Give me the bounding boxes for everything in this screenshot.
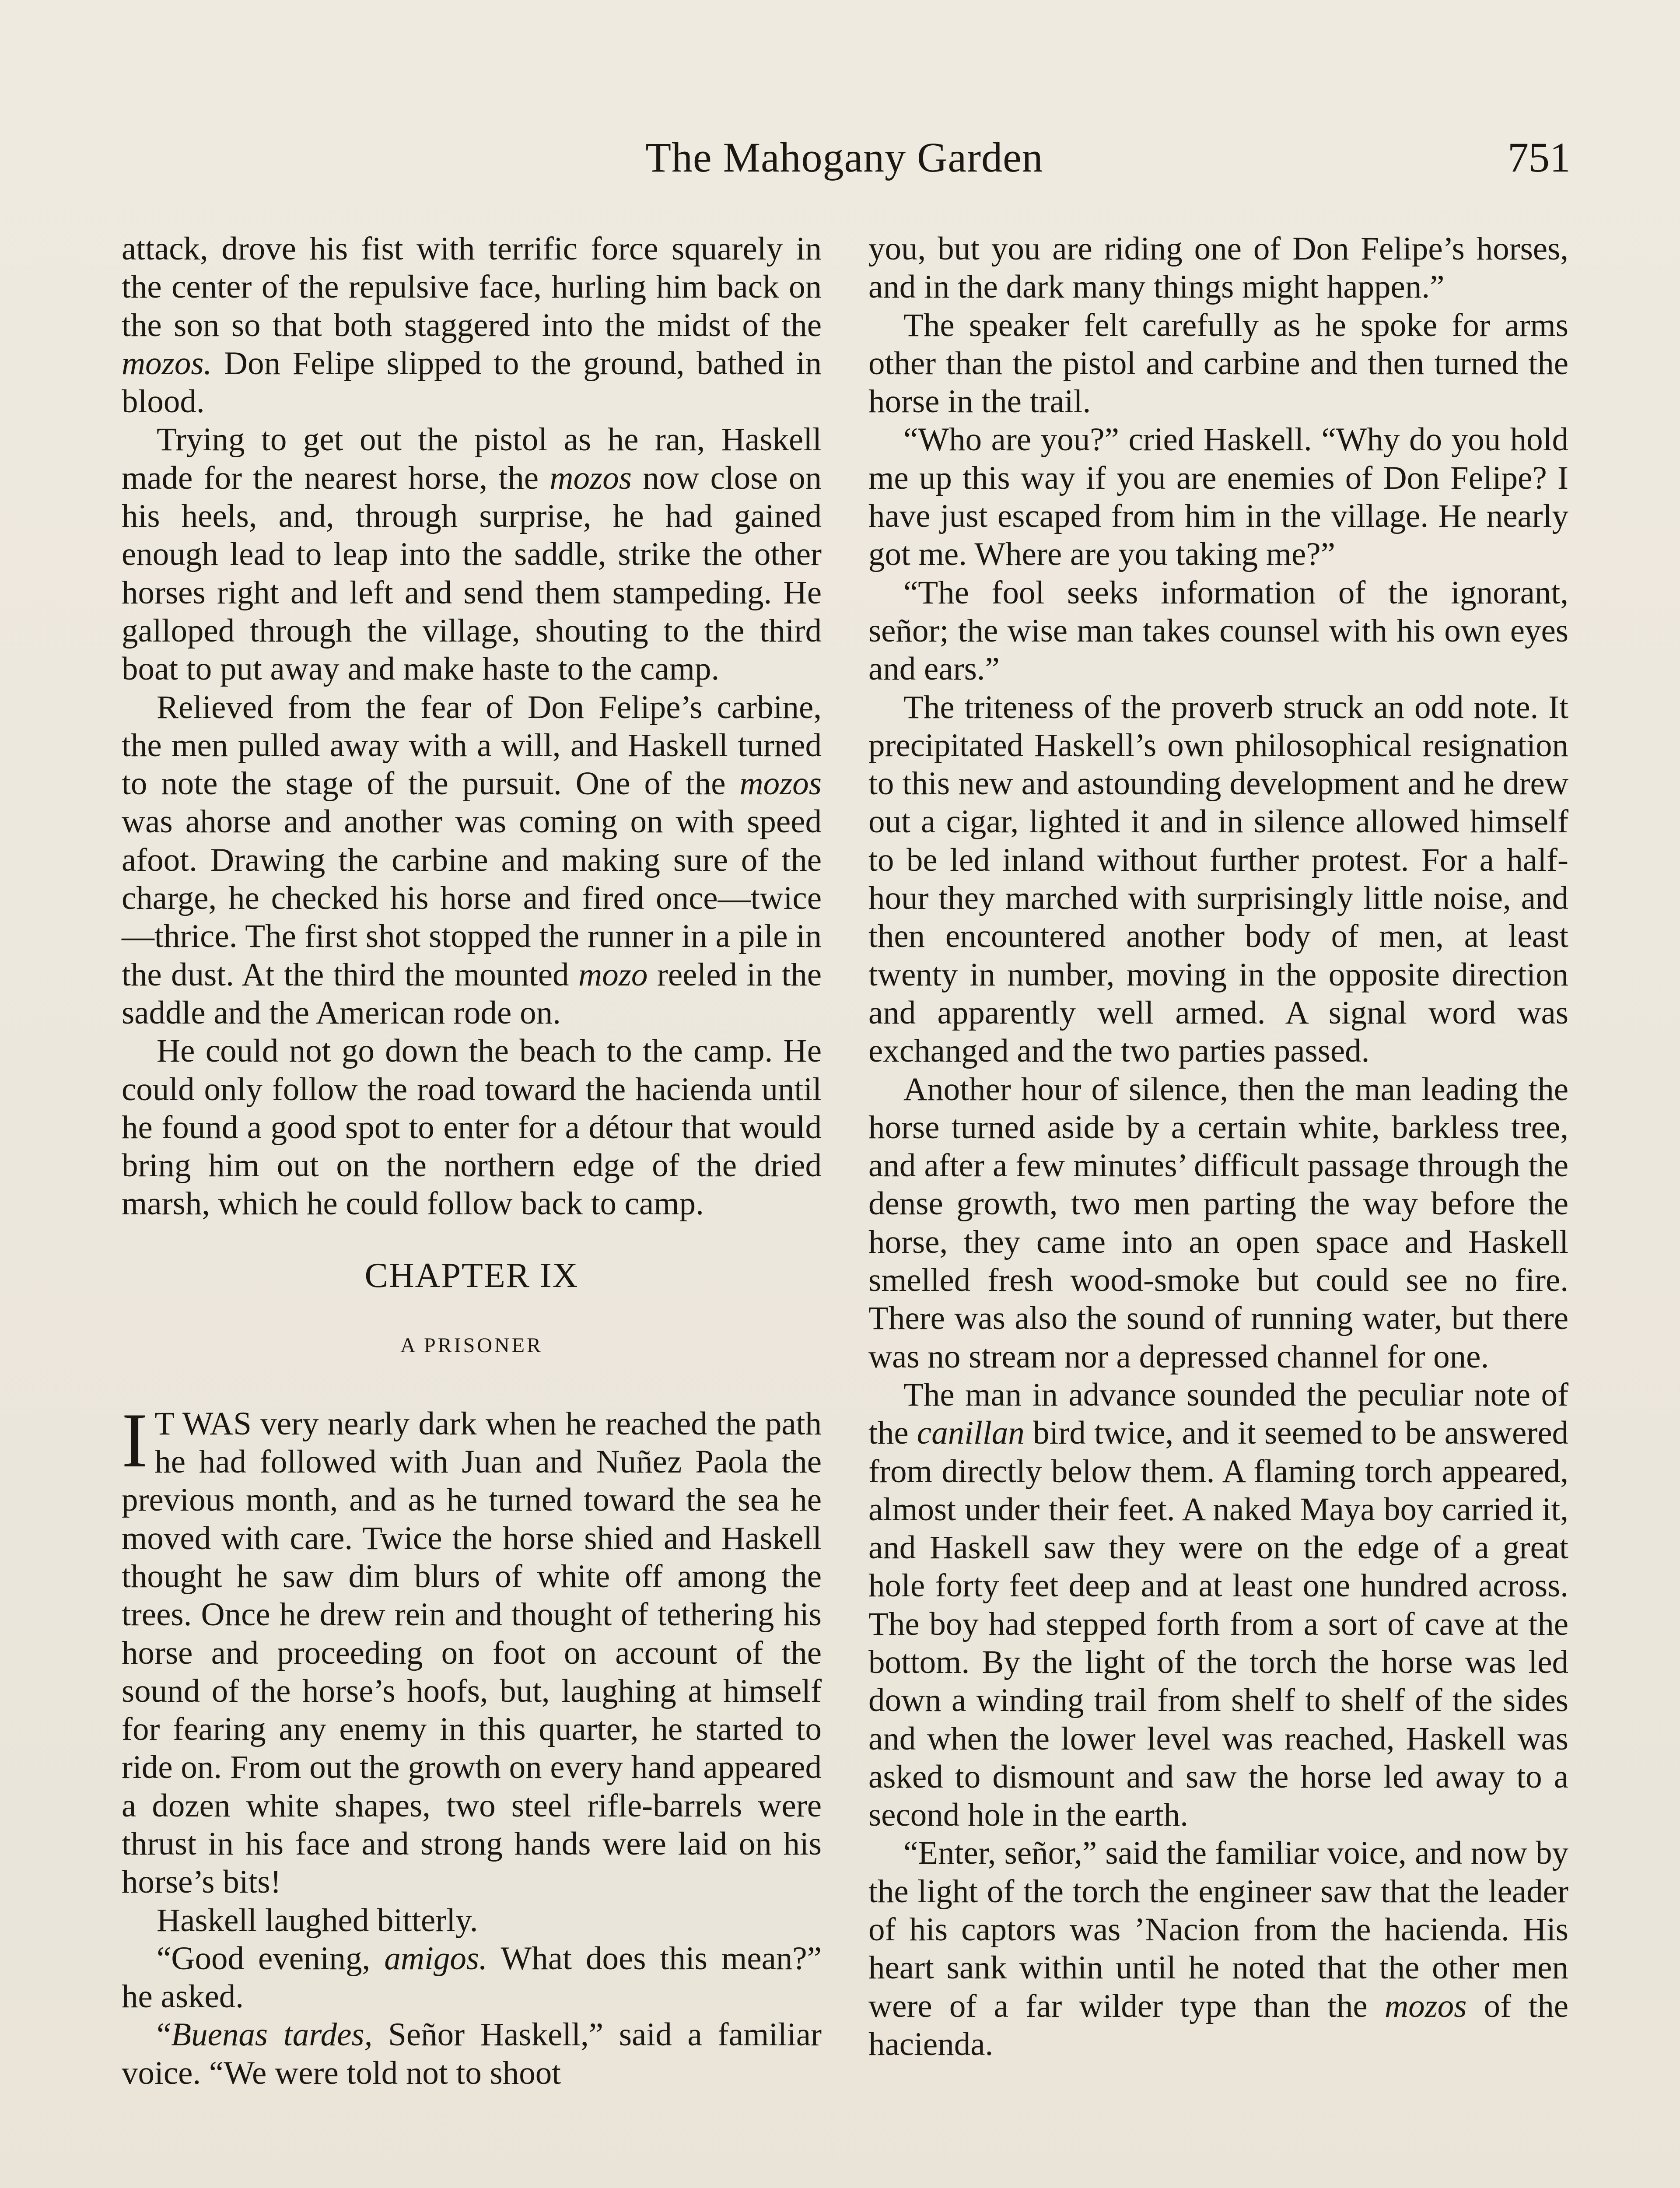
right-column (868, 230, 1568, 2063)
paragraph: I T WAS very nearly dark when he reached the path he had followed with Juan and Nuñez Paola the previous month, and as he turned toward the sea he moved with care. Twice the horse shied and Haskell thought he saw dim blurs of white off among the trees. Once he drew rein and thought of tethering his horse and proceeding on foot on account of the sound of the horse’s hoofs, but, laughing at himself for fearing any enemy in this quarter, he started to ride on. From out the growth on every hand appeared a dozen white shapes, two steel rifle-barrels were thrust in his face and strong hands were laid on his horse’s bits! (122, 1396, 822, 1900)
paragraph: “The fool seeks information of the ignorant, señor; the wise man takes counsel with his own eyes and ears.” (868, 574, 1568, 687)
paragraph: Another hour of silence, then the man leading the horse turned aside by a certain white, barkless tree, and after a few minutes’ difficult passage through the dense growth, two men parting the way before the horse, they came into an open space and Haskell smelled fresh wood-smoke but could see no fire. There was also the sound of running water, but there was no stream nor a depressed channel for one. (868, 1071, 1568, 1375)
drop-cap: I (122, 1396, 148, 1483)
running-title: The Mahogany Garden (645, 134, 1043, 181)
paragraph: you, but you are riding one of Don Felipe’s horses, and in the dark many things might happen.” (868, 231, 1568, 305)
chapter-subtitle: A PRISONER (400, 1333, 543, 1357)
paragraph: “Enter, señor,” said the familiar voice, and now by the light of the torch the engineer saw that the leader of his captors was ’Nacion from the hacienda. His heart sank within until he noted that the other men were of a far wilder type than the mozos of the hacienda. (868, 1835, 1568, 2062)
paragraph: The triteness of the proverb struck an odd note. It precipitated Haskell’s own philosophical resignation to this new and astounding development and he drew out a cigar, lighted it and in silence allowed himself to be led inland without further protest. For a half-hour they marched with surprisingly little noise, and then encountered another body of men, at least twenty in number, moving in the opposite direction and apparently well armed. A signal word was exchanged and the two parties passed. (868, 689, 1568, 1069)
paragraph: “Good evening, amigos. What does this mean?” he asked. (122, 1940, 822, 2015)
paragraph: The speaker felt carefully as he spoke for arms other than the pistol and carbine and then turned the horse in the trail. (868, 307, 1568, 420)
paragraph: “Who are you?” cried Haskell. “Why do you hold me up this way if you are enemies of Don Felipe? I have just escaped from him in the village. He nearly got me. Where are you taking me?” (868, 421, 1568, 573)
paragraph: Haskell laughed bitterly. (157, 1902, 478, 1939)
page-number: 751 (1508, 134, 1571, 181)
paragraph: attack, drove his fist with terrific force squarely in the center of the repulsive face, hurling him back on the son so that both staggered into the midst of the mozos. Don Felipe slipped to the ground, bathed in blood. (122, 231, 822, 420)
paragraph: He could not go down the beach to the camp. He could only follow the road toward the hacienda until he found a good spot to enter for a détour that would bring him out on the northern edge of the dried marsh, which he could follow back to camp. (122, 1033, 822, 1222)
paragraph: Relieved from the fear of Don Felipe’s carbine, the men pulled away with a will, and Haskell turned to note the stage of the pursuit. One of the mozos was ahorse and another was coming on with speed afoot. Drawing the carbine and making sure of the charge, he checked his horse and fired once—twice—thrice. The first shot stopped the runner in a pile in the dust. At the third the mounted mozo reeled in the saddle and the American rode on. (122, 689, 822, 1031)
chapter-heading: CHAPTER IX (364, 1256, 579, 1295)
paragraph: Trying to get out the pistol as he ran, Haskell made for the nearest horse, the mozos now close on his heels, and, through surprise, he had gained enough lead to leap into the saddle, strike the other horses right and left and send them stampeding. He galloped through the village, shouting to the third boat to put away and make haste to the camp. (122, 421, 822, 687)
left-column (122, 230, 822, 2092)
paragraph: The man in advance sounded the peculiar note of the canillan bird twice, and it seemed to be answered from directly below them. A flaming torch appeared, almost under their feet. A naked Maya boy carried it, and Haskell saw they were on the edge of a great hole forty feet deep and at least one hundred across. The boy had stepped forth from a sort of cave at the bottom. By the light of the torch the horse was led down a winding trail from shelf to shelf of the sides and when the lower level was reached, Haskell was asked to dismount and saw the horse led away to a second hole in the earth. (868, 1376, 1568, 1834)
paragraph: “Buenas tardes, Señor Haskell,” said a familiar voice. “We were told not to shoot (122, 2016, 822, 2091)
